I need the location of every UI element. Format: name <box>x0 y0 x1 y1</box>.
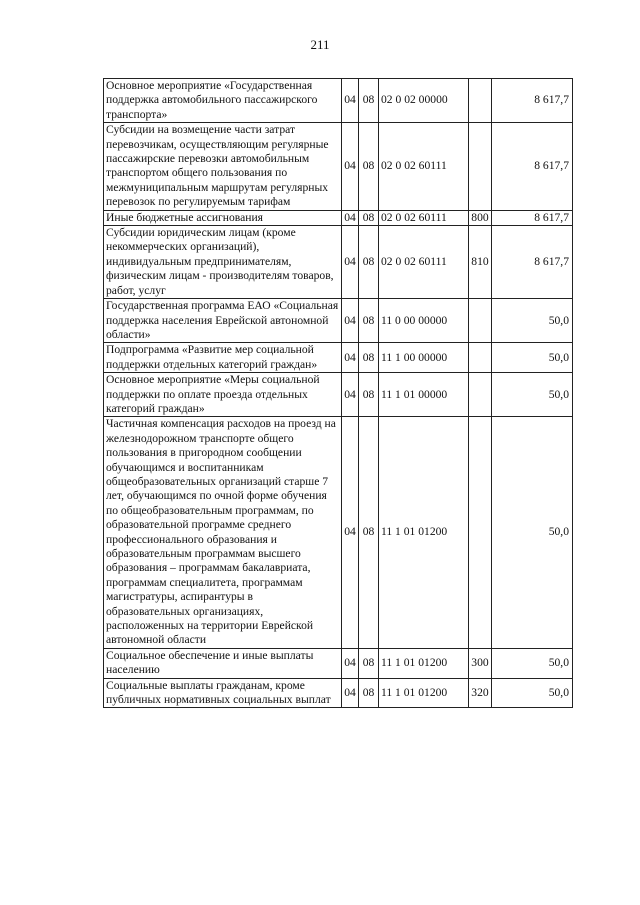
row-name: Субсидии на возмещение части затрат перевозчикам, осуществляющим регулярные пассажирские перевозки автомобильным транспортом общего пользования по межмуниципальным маршрутам регулярных перевозок по регулируемым тарифам <box>104 123 342 210</box>
amount: 50,0 <box>492 648 573 678</box>
podrazdel-code: 08 <box>359 417 379 649</box>
table-row <box>104 417 573 649</box>
amount: 8 617,7 <box>492 79 573 123</box>
row-name: Социальное обеспечение и иные выплаты населению <box>104 648 342 678</box>
podrazdel-code: 08 <box>359 373 379 417</box>
budget-table <box>103 78 573 708</box>
page-number: 211 <box>310 37 330 52</box>
target-article-code: 11 1 01 01200 <box>379 648 469 678</box>
podrazdel-code: 08 <box>359 678 379 708</box>
podrazdel-code: 08 <box>359 226 379 299</box>
expense-type-code <box>469 123 492 210</box>
expense-type-code: 810 <box>469 226 492 299</box>
expense-type-code: 320 <box>469 678 492 708</box>
podrazdel-code: 08 <box>359 299 379 343</box>
target-article-code: 02 0 02 60111 <box>379 226 469 299</box>
target-article-code: 11 1 01 00000 <box>379 373 469 417</box>
row-name: Основное мероприятие «Меры социальной поддержки по оплате проезда отдельных категорий граждан» <box>104 373 342 417</box>
table-row <box>104 226 573 299</box>
razdel-code: 04 <box>342 678 359 708</box>
target-article-code: 02 0 02 60111 <box>379 210 469 225</box>
row-name: Иные бюджетные ассигнования <box>104 210 342 225</box>
target-article-code: 11 1 01 01200 <box>379 417 469 649</box>
razdel-code: 04 <box>342 343 359 373</box>
table-row <box>104 79 573 123</box>
amount: 8 617,7 <box>492 123 573 210</box>
expense-type-code <box>469 343 492 373</box>
table-row <box>104 123 573 210</box>
target-article-code: 11 1 01 01200 <box>379 678 469 708</box>
expense-type-code <box>469 373 492 417</box>
podrazdel-code: 08 <box>359 210 379 225</box>
razdel-code: 04 <box>342 226 359 299</box>
amount: 8 617,7 <box>492 210 573 225</box>
row-name: Государственная программа ЕАО «Социальная поддержка населения Еврейской автономной области» <box>104 299 342 343</box>
target-article-code: 11 1 00 00000 <box>379 343 469 373</box>
amount: 50,0 <box>492 299 573 343</box>
table-row <box>104 299 573 343</box>
expense-type-code <box>469 299 492 343</box>
razdel-code: 04 <box>342 79 359 123</box>
row-name: Субсидии юридическим лицам (кроме некоммерческих организаций), индивидуальным предпринимателям, физическим лицам - производителям товаров, работ, услуг <box>104 226 342 299</box>
table-row <box>104 678 573 708</box>
razdel-code: 04 <box>342 648 359 678</box>
expense-type-code: 300 <box>469 648 492 678</box>
row-name: Основное мероприятие «Государственная поддержка автомобильного пассажирского транспорта» <box>104 79 342 123</box>
expense-type-code <box>469 79 492 123</box>
table-row <box>104 373 573 417</box>
amount: 50,0 <box>492 373 573 417</box>
expense-type-code <box>469 417 492 649</box>
razdel-code: 04 <box>342 373 359 417</box>
table-row <box>104 210 573 225</box>
razdel-code: 04 <box>342 299 359 343</box>
podrazdel-code: 08 <box>359 79 379 123</box>
podrazdel-code: 08 <box>359 123 379 210</box>
table-row <box>104 648 573 678</box>
target-article-code: 02 0 02 60111 <box>379 123 469 210</box>
row-name: Социальные выплаты гражданам, кроме публичных нормативных социальных выплат <box>104 678 342 708</box>
amount: 50,0 <box>492 678 573 708</box>
expense-type-code: 800 <box>469 210 492 225</box>
razdel-code: 04 <box>342 417 359 649</box>
podrazdel-code: 08 <box>359 343 379 373</box>
amount: 50,0 <box>492 417 573 649</box>
target-article-code: 11 0 00 00000 <box>379 299 469 343</box>
razdel-code: 04 <box>342 123 359 210</box>
razdel-code: 04 <box>342 210 359 225</box>
amount: 50,0 <box>492 343 573 373</box>
target-article-code: 02 0 02 00000 <box>379 79 469 123</box>
row-name: Подпрограмма «Развитие мер социальной поддержки отдельных категорий граждан» <box>104 343 342 373</box>
table-row <box>104 343 573 373</box>
amount: 8 617,7 <box>492 226 573 299</box>
row-name: Частичная компенсация расходов на проезд на железнодорожном транспорте общего пользования в пригородном сообщении обучающимся и воспитанникам общеобразовательных организаций старше 7 лет, обучающимся по очной форме обучения по общеобразовательным программам, по образовательной программе среднего профессионального образования и образовательным программам высшего образования – программам бакалавриата, программам специалитета, программам магистратуры, аспирантуры в образовательных организациях, расположенных на территории Еврейской автономной области <box>104 417 342 649</box>
podrazdel-code: 08 <box>359 648 379 678</box>
